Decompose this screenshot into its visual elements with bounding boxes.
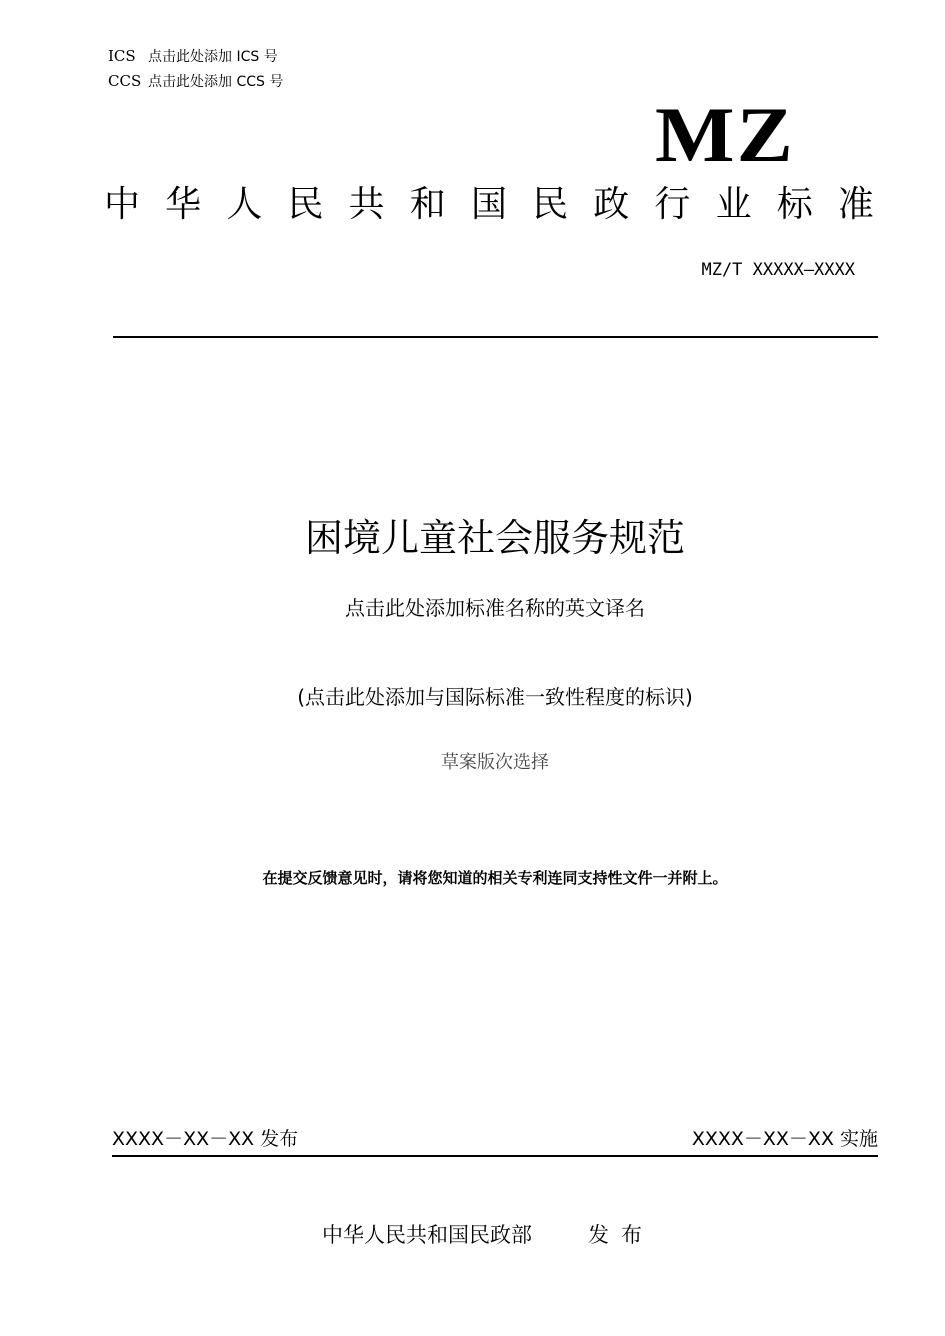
ccs-label: CCS (108, 72, 142, 90)
standard-title-char: 标 (776, 184, 813, 225)
publish-action: 发布 (588, 1223, 654, 1247)
standard-title-char: 国 (470, 184, 507, 225)
footer-divider (112, 1155, 878, 1157)
ccs-code-row (108, 72, 283, 91)
consistency-placeholder[interactable]: (点击此处添加与国际标准一致性程度的标识) (297, 685, 693, 709)
standard-title-char: 华 (165, 184, 202, 225)
standard-title-char: 中 (104, 184, 141, 225)
draft-version-selector[interactable]: 草案版次选择 (441, 752, 549, 773)
header-divider (113, 336, 878, 338)
mz-logo: MZ (655, 91, 796, 178)
standard-category-title (104, 180, 874, 230)
ccs-placeholder[interactable]: 点击此处添加 CCS 号 (148, 74, 284, 90)
standard-title-char: 政 (593, 184, 630, 225)
main-title: 困境儿童社会服务规范 (304, 516, 685, 560)
standard-title-char: 民 (532, 184, 569, 225)
standard-title-char: 民 (287, 184, 324, 225)
patent-notice: 在提交反馈意见时，请将您知道的相关专利连同支持性文件一并附上。 (262, 869, 728, 887)
publish-date: XXXX－XX－XX 发布 (112, 1128, 299, 1150)
standard-title-char: 和 (409, 184, 446, 225)
standard-title-char: 业 (715, 184, 752, 225)
standard-title-char: 行 (654, 184, 691, 225)
standard-title-char: 人 (226, 184, 263, 225)
standard-title-char: 共 (348, 184, 385, 225)
english-title-placeholder[interactable]: 点击此处添加标准名称的英文译名 (345, 596, 645, 620)
ics-code-row (108, 47, 278, 66)
implement-date: XXXX－XX－XX 实施 (691, 1128, 878, 1150)
ics-label: ICS (108, 47, 136, 65)
ics-placeholder[interactable]: 点击此处添加 ICS 号 (148, 49, 278, 65)
standard-title-char: 准 (837, 184, 874, 225)
publisher-name: 中华人民共和国民政部 (322, 1223, 532, 1247)
document-number: MZ/T XXXXX—XXXX (701, 260, 855, 280)
